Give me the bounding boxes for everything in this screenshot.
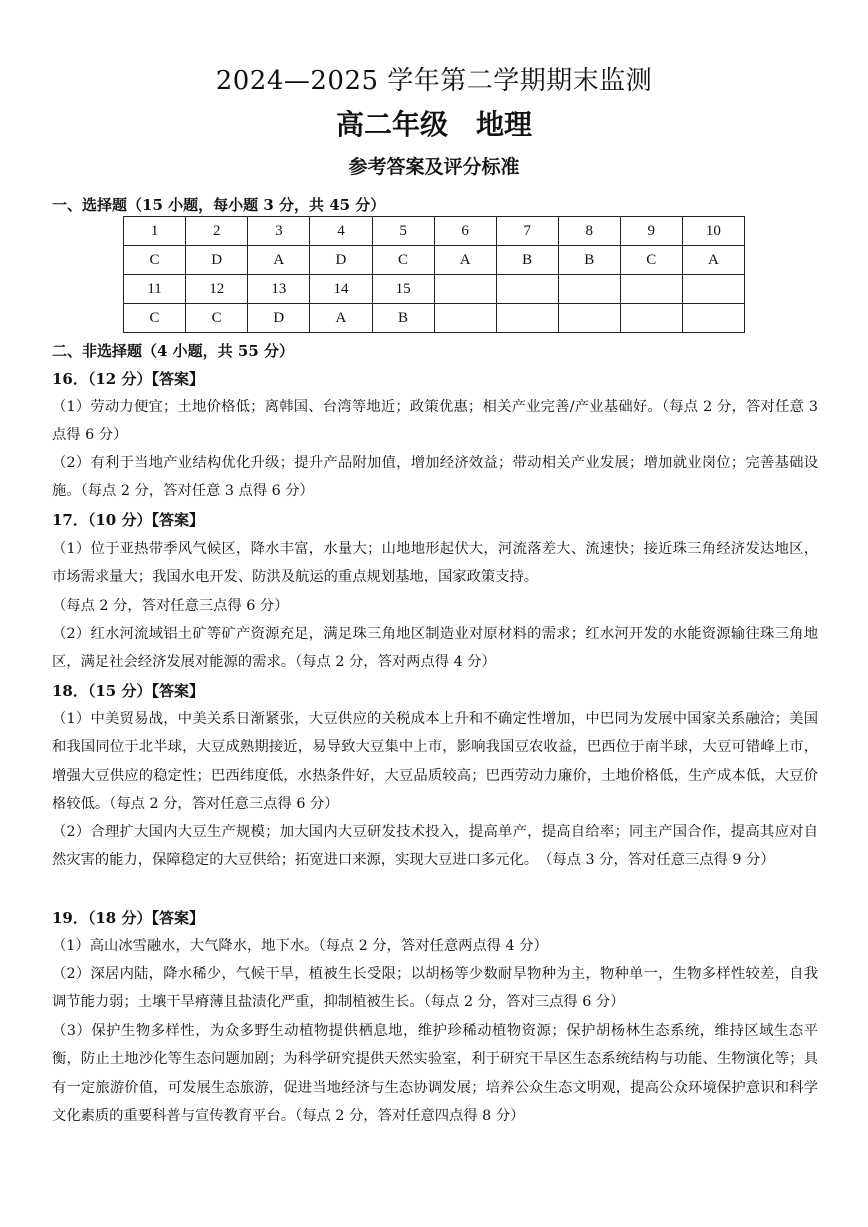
q19-answer-1: （1）高山冰雪融水，大气降水，地下水。（每点 2 分，答对任意两点得 4 分） [52, 938, 548, 954]
answer-table-cell: A [248, 246, 310, 275]
q17-answer-1: （1）位于亚热带季风气候区，降水丰富，水量大；山地地形起伏大，河流落差大、流速快；接近珠三角经济发达地区，市场需求量大；我国水电开发、防洪及航运的重点规划基地，国家政策支持。 [52, 541, 818, 586]
question-number: 18． [52, 682, 88, 700]
q19-answer-3: （3）保护生物多样性，为众多野生动植物提供栖息地，维护珍稀动植物资源；保护胡杨林生态系统，维持区域生态平衡，防止土地沙化等生态问题加剧；为科学研究提供天然实验室，利于研究干旱区生态系统结构与功能、生物演化等；具有一定旅游价值，可发展生态旅游，促进当地经济与生态协调发展；培养公众生态文明观，提高公众环境保护意识和科学文化素质的重要科普与宣传教育平台。（每点 2 分，答对任意四点得 8 分） [52, 1023, 818, 1125]
answer-table [123, 216, 745, 333]
answer-table-cell: 7 [496, 217, 558, 246]
answer-table-cell: 14 [310, 275, 372, 304]
q18-answer-1: （1）中美贸易战，中美关系日渐紧张，大豆供应的关税成本上升和不确定性增加，中巴同为发展中国家关系融洽；美国和我国同位于北半球，大豆成熟期接近，易导致大豆集中上市，影响我国豆农收益，巴西位于南半球，大豆可错峰上市，增强大豆供应的稳定性；巴西纬度低，水热条件好，大豆品质较高；巴西劳动力廉价，土地价格低，生产成本低，大豆价格较低。（每点 2 分，答对任意三点得 6 分） [52, 711, 818, 813]
answer-table-cell: 3 [248, 217, 310, 246]
answer-table-cell: A [434, 246, 496, 275]
answer-table-cell: 15 [372, 275, 434, 304]
question-score: （12 分）【答案】 [87, 370, 204, 388]
question-16-heading [52, 368, 204, 389]
question-score: （15 分）【答案】 [87, 682, 204, 700]
answer-table-cell: D [186, 246, 248, 275]
answer-table-cell: B [496, 246, 558, 275]
question-score: （10 分）【答案】 [87, 511, 204, 529]
answer-table-cell: 11 [124, 275, 186, 304]
answer-table-cell: 9 [620, 217, 682, 246]
answer-table-cell [682, 304, 744, 333]
q16-answer-1: （1）劳动力便宜；土地价格低；离韩国、台湾等地近；政策优惠；相关产业完善/产业基础好。（每点 2 分，答对任意 3 点得 6 分） [52, 399, 818, 444]
q17-answer-2: （2）红水河流域铝土矿等矿产资源充足，满足珠三角地区制造业对原材料的需求；红水河开发的水能资源输往珠三角地区，满足社会经济发展对能源的需求。（每点 2 分，答对两点得 4 分） [52, 626, 818, 671]
document-subtitle: 参考答案及评分标准 [348, 156, 520, 178]
question-number: 16． [52, 370, 88, 388]
answer-table-cell: A [310, 304, 372, 333]
question-19-heading [52, 907, 204, 928]
answer-table-cell [558, 275, 620, 304]
answer-table-cell: C [186, 304, 248, 333]
question-18-heading [52, 680, 204, 701]
question-17-heading [52, 509, 204, 530]
answer-table-cell [434, 275, 496, 304]
answer-table-row [124, 246, 745, 275]
answer-table-cell: C [620, 246, 682, 275]
answer-table-cell [496, 304, 558, 333]
answer-table-cell: D [310, 246, 372, 275]
answer-table-cell [434, 304, 496, 333]
answer-table-cell: B [372, 304, 434, 333]
answer-table-cell [558, 304, 620, 333]
answer-table-cell: B [558, 246, 620, 275]
section-1-heading: 一、选择题（15 小题，每小题 3 分，共 45 分） [52, 196, 386, 214]
answer-table-cell: 5 [372, 217, 434, 246]
exam-title: 2024—2025 学年第二学期期末监测 [215, 66, 653, 96]
answer-table-cell: 13 [248, 275, 310, 304]
answer-table-cell: 8 [558, 217, 620, 246]
answer-table-row [124, 275, 745, 304]
answer-table-cell [496, 275, 558, 304]
q18-answer-2: （2）合理扩大国内大豆生产规模；加大国内大豆研发技术投入，提高单产，提高自给率；同主产国合作，提高其应对自然灾害的能力，保障稳定的大豆供给；拓宽进口来源，实现大豆进口多元化。 （每点 3 分，答对任意三点得 9 分） [52, 824, 818, 869]
answer-table-cell: 6 [434, 217, 496, 246]
answer-table-cell: C [124, 246, 186, 275]
answer-table-cell [620, 275, 682, 304]
answer-table-cell: C [124, 304, 186, 333]
answer-table-cell [620, 304, 682, 333]
question-number: 17． [52, 511, 88, 529]
answer-table-cell: A [682, 246, 744, 275]
answer-table-cell: 2 [186, 217, 248, 246]
section-2-heading: 二、非选择题（4 小题，共 55 分） [52, 342, 294, 360]
answer-table-cell [682, 275, 744, 304]
answer-table-row [124, 304, 745, 333]
q16-answer-2: （2）有利于当地产业结构优化升级；提升产品附加值，增加经济效益；带动相关产业发展；增加就业岗位；完善基础设施。（每点 2 分，答对任意 3 点得 6 分） [52, 455, 818, 500]
answer-table-cell: 1 [124, 217, 186, 246]
answer-table-cell: 4 [310, 217, 372, 246]
subject-title: 高二年级 地理 [335, 108, 532, 141]
q17-answer-1-scoring: （每点 2 分，答对任意三点得 6 分） [52, 598, 289, 614]
q19-answer-2: （2）深居内陆，降水稀少，气候干旱，植被生长受限；以胡杨等少数耐旱物种为主，物种单一，生物多样性较差，自我调节能力弱；土壤干旱瘠薄且盐渍化严重，抑制植被生长。（每点 2 分，答对三点得 6 分） [52, 966, 818, 1011]
question-score: （18 分）【答案】 [87, 909, 204, 927]
answer-table-cell: D [248, 304, 310, 333]
question-number: 19． [52, 909, 88, 927]
answer-table-row [124, 217, 745, 246]
answer-table-cell: 12 [186, 275, 248, 304]
answer-table-cell: 10 [682, 217, 744, 246]
answer-table-cell: C [372, 246, 434, 275]
